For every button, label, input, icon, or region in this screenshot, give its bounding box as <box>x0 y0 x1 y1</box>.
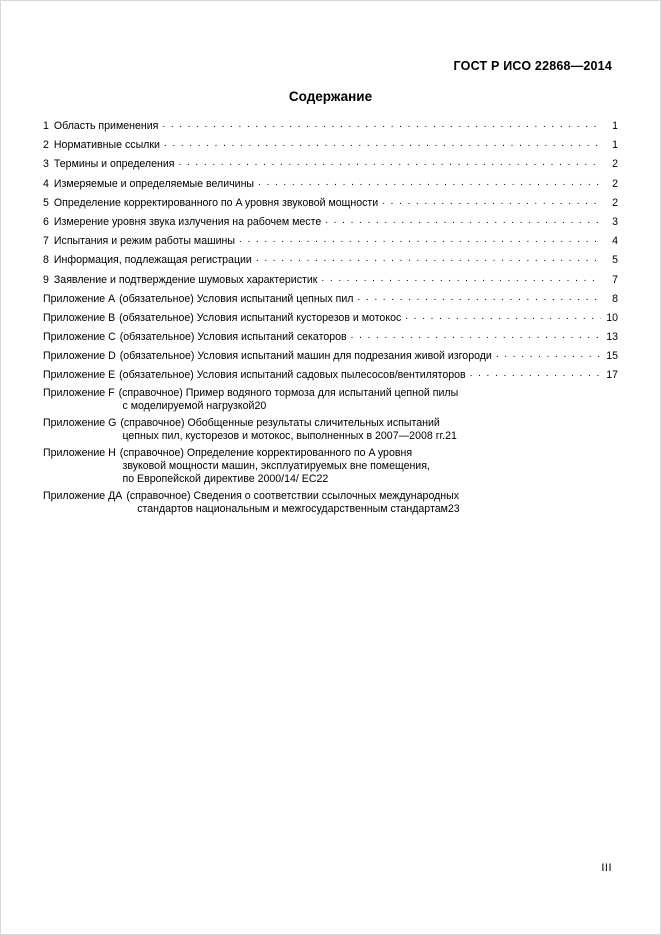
toc-leader <box>162 118 601 131</box>
toc-entry-page: 15 <box>606 350 618 363</box>
toc-leader <box>405 310 601 323</box>
toc-entry-label-cont: стандартов национальным и межгосударственным стандартам <box>137 503 448 516</box>
toc-entry-number: 1 <box>43 120 49 132</box>
toc-entry[interactable] <box>43 176 618 191</box>
toc-entry-label: Определение корректированного по A уровня звуковой мощности <box>53 196 379 209</box>
toc-leader <box>239 233 601 246</box>
toc-entry-number: 2 <box>43 139 49 152</box>
toc-entry[interactable] <box>43 214 618 229</box>
toc-indent-spacer <box>43 473 122 486</box>
toc-entry-number: 5 <box>43 196 49 209</box>
toc-entry-page: 4 <box>612 235 618 248</box>
toc-leader <box>258 176 601 189</box>
toc-entry-page: 10 <box>606 311 618 324</box>
toc-entry-label: Измеряемые и определяемые величины <box>53 177 255 190</box>
toc-entry-label: (справочное) Определение корректированного по A уровня <box>119 447 413 459</box>
toc-leader <box>321 272 601 285</box>
toc-entry-number: 7 <box>43 235 49 248</box>
toc-entry-page: 20 <box>254 399 267 412</box>
toc-indent-spacer <box>43 430 122 443</box>
toc-entry-label: Термины и определения <box>53 158 175 171</box>
toc-entry-number: 8 <box>43 254 49 267</box>
page-number: III <box>601 862 612 874</box>
toc-entry-number: Приложение F <box>43 386 115 399</box>
toc-entry-label: Область применения <box>53 120 159 132</box>
toc-entry-label: (обязательное) Условия испытаний секаторов <box>119 331 347 344</box>
toc-entry-page: 1 <box>612 120 618 132</box>
toc-entry-page: 21 <box>445 429 457 442</box>
toc-entry-label: Заявление и подтверждение шумовых характеристик <box>53 273 318 286</box>
toc-entry[interactable] <box>43 118 618 133</box>
toc-indent-spacer <box>43 503 137 516</box>
toc-entry-label: (обязательное) Условия испытаний садовых пылесосов/вентиляторов <box>119 369 466 382</box>
toc-entry-page: 7 <box>612 273 618 286</box>
toc-entry-number: Приложение A <box>43 292 116 305</box>
toc-entry-label: Испытания и режим работы машины <box>53 235 235 248</box>
toc-entry-label-cont: по Европейской директиве 2000/14/ ЕС <box>122 473 317 485</box>
toc-entry[interactable] <box>43 291 618 306</box>
toc-entry-label: Информация, подлежащая регистрации <box>53 254 252 267</box>
toc-indent-spacer <box>43 460 122 473</box>
table-of-contents <box>43 118 618 520</box>
toc-entry-number: Приложение E <box>43 369 116 382</box>
toc-entry[interactable] <box>43 387 618 413</box>
toc-entry-label: (справочное) Обобщенные результаты сличительных испытаний <box>120 416 440 429</box>
toc-entry[interactable] <box>43 348 618 363</box>
toc-entry-page: 8 <box>612 292 618 305</box>
toc-entry[interactable] <box>43 417 618 443</box>
toc-entry-label: (обязательное) Условия испытаний машин для подрезания живой изгороди <box>119 350 492 363</box>
toc-entry[interactable] <box>43 156 618 171</box>
toc-entry-number: Приложение C <box>43 331 116 344</box>
toc-entry-page: 1 <box>612 139 618 152</box>
toc-entry-number: 3 <box>43 158 49 171</box>
toc-entry-number: Приложение G <box>43 416 117 429</box>
toc-entry-label-cont: звуковой мощности машин, эксплуатируемых вне помещения, <box>122 460 430 472</box>
toc-entry-label: Измерение уровня звука излучения на рабочем месте <box>53 215 322 228</box>
toc-entry-number: Приложение ДА <box>43 490 123 503</box>
toc-entry-number: Приложение H <box>43 447 116 459</box>
toc-indent-spacer <box>43 400 122 413</box>
page-title: Содержание <box>288 89 373 104</box>
toc-entry[interactable] <box>43 490 618 516</box>
toc-leader <box>256 252 601 265</box>
toc-entry[interactable] <box>43 367 618 382</box>
toc-entry-label-cont: с моделируемой нагрузкой <box>122 399 255 412</box>
toc-entry-label-cont: цепных пил, кусторезов и мотокос, выполненных в 2007—2008 гг. <box>122 429 446 442</box>
toc-entry-label: Нормативные ссылки <box>53 139 160 152</box>
toc-entry[interactable] <box>43 252 618 267</box>
toc-leader <box>325 214 601 227</box>
toc-entry-page: 23 <box>447 503 460 516</box>
toc-entry-label: (обязательное) Условия испытаний кусторезов и мотокос <box>119 311 402 324</box>
toc-entry-number: Приложение D <box>43 350 116 363</box>
toc-entry[interactable] <box>43 310 618 325</box>
toc-leader <box>470 367 601 380</box>
toc-entry[interactable] <box>43 233 618 248</box>
toc-entry-page: 22 <box>316 473 329 485</box>
toc-entry-number: 6 <box>43 215 49 228</box>
toc-entry[interactable] <box>43 447 618 486</box>
toc-entry[interactable] <box>43 272 618 287</box>
toc-entry-page: 2 <box>612 177 618 190</box>
toc-entry-page: 17 <box>606 369 618 382</box>
toc-entry-label: (обязательное) Условия испытаний цепных пил <box>119 292 354 305</box>
toc-leader <box>179 156 601 169</box>
toc-leader <box>164 137 601 150</box>
toc-entry-page: 2 <box>612 158 618 171</box>
toc-entry-number: 4 <box>43 177 49 190</box>
toc-entry-page: 2 <box>612 196 618 209</box>
toc-entry[interactable] <box>43 137 618 152</box>
toc-entry[interactable] <box>43 195 618 210</box>
toc-leader <box>496 348 601 361</box>
toc-entry-label: (справочное) Пример водяного тормоза для испытаний цепной пилы <box>118 386 459 399</box>
toc-entry-page: 3 <box>612 215 618 228</box>
toc-entry-page: 13 <box>606 331 618 344</box>
toc-leader <box>357 291 601 304</box>
toc-entry-page: 5 <box>612 254 618 267</box>
toc-entry-label: (справочное) Сведения о соответствии ссылочных международных <box>126 490 460 503</box>
toc-entry-number: 9 <box>43 273 49 286</box>
toc-leader <box>351 329 601 342</box>
toc-leader <box>382 195 601 208</box>
toc-entry[interactable] <box>43 329 618 344</box>
standard-designation: ГОСТ Р ИСО 22868—2014 <box>453 59 612 73</box>
toc-entry-number: Приложение B <box>43 311 116 324</box>
